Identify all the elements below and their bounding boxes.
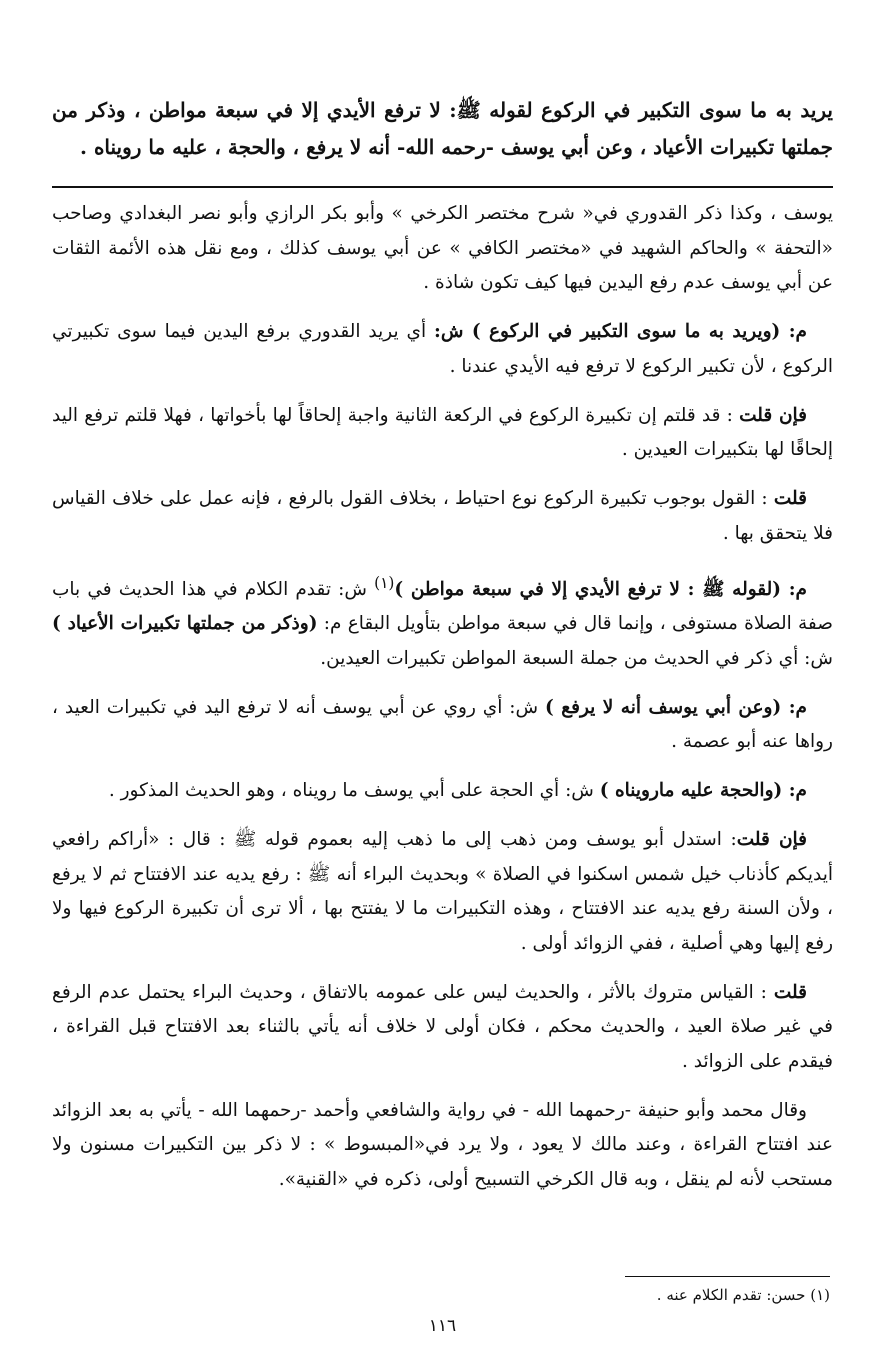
paragraph (52, 691, 833, 760)
question-marker: فإن قلت (739, 404, 808, 426)
paragraph (52, 399, 833, 468)
footnote-reference: (١) (374, 573, 395, 592)
paragraph-text: : القياس متروك بالأثر ، والحديث ليس على عمومه بالاتفاق ، وحديث البراء يحتمل عدم الرفع في غير صلاة العيد ، والحديث محكم ، فكان أولى لا خلاف أنه يأتي بالثناء بعد الافتتاح قبل القراءة ، فيقدم على الزوائد . (52, 981, 833, 1072)
paragraph-text: ش: أي روي عن أبي يوسف أنه لا ترفع اليد في تكبيرات العيد ، رواها عنه أبو عصمة . (52, 696, 833, 753)
paragraph-text: : استدل أبو يوسف ومن ذهب إلى ما ذهب إليه بعموم قوله ﷺ : قال : «أراكم رافعي أيديكم كأذناب خيل شمس اسكنوا في الصلاة » وبحديث البراء أنه ﷺ : رفع يديه عند الافتتاح ثم لا يرفع ، ولأن السنة رفع يديه عند الافتتاح ، وهذه التكبيرات ما لا يفتتح بها ، ألا ترى أن تكبيرة الركوع فيها ولا رفع إليها وهي أصلية ، ففي الزوائد أولى . (52, 829, 833, 954)
paragraph (52, 976, 833, 1080)
matn-divider (52, 186, 833, 188)
paragraph-text: : قد قلتم إن تكبيرة الركوع في الركعة الثانية واجبة إلحاقاً لها بأخواتها ، فهلا قلتم ترفع اليد إلحاقًا لها بتكبيرات العيدين . (52, 404, 833, 460)
matn-quote: (وذكر من جملتها تكبيرات الأعياد ) (52, 613, 318, 635)
paragraph-text: يوسف ، وكذا ذكر القدوري في« شرح مختصر الكرخي » وأبو بكر الرازي وأبو نصر البغدادي وصاحب «التحفة » والحاكم الشهيد في «مختصر الكافي » عن أبي يوسف كذلك ، ومع نقل هذه الأئمة الثقات عن أبي يوسف عدم رفع اليدين فيها كيف تكون شاذة . (52, 203, 833, 293)
commentary-text (52, 197, 833, 1212)
paragraph (52, 482, 833, 551)
footnote-divider (625, 1276, 830, 1277)
matn-quote: م: (وعن أبي يوسف أنه لا يرفع ) (545, 696, 807, 718)
paragraph-text: ش: أي ذكر في الحديث من جملة السبعة المواطن تكبيرات العيدين. (320, 647, 833, 669)
answer-marker: قلت (773, 488, 807, 509)
paragraph-text: أي يريد القدوري برفع اليدين فيما سوى تكبيرتي الركوع ، لأن تكبير الركوع لا ترفع فيه الأيدي عندنا . (52, 321, 833, 377)
paragraph-text: ش: أي الحجة على أبي يوسف ما رويناه ، وهو الحديث المذكور . (108, 780, 600, 802)
matn-quote: م: (لقوله ﷺ : لا ترفع الأيدي إلا في سبعة مواطن ) (394, 578, 807, 600)
paragraph-text: : القول بوجوب تكبيرة الركوع نوع احتياط ، بخلاف القول بالرفع ، فإنه عمل على خلاف القياس فلا يتحقق بها . (52, 488, 833, 544)
question-marker: فإن قلت (736, 829, 808, 851)
footnote: (١) حسن: تقدم الكلام عنه . (656, 1286, 830, 1304)
answer-marker: قلت (773, 981, 807, 1003)
paragraph-text: ش: تقدم الكلام في هذا الحديث في باب صفة الصلاة مستوفى ، وإنما قال في سبعة مواطن بتأويل البقاع م: (52, 578, 833, 635)
paragraph (52, 823, 833, 961)
matn-quote: م: (ويريد به ما سوى التكبير في الركوع ) ش: (433, 321, 807, 342)
matn-line-2: جملتها تكبيرات الأعياد ، وعن أبي يوسف -رحمه الله- أنه لا يرفع ، والحجة ، عليه ما رويناه . (80, 135, 833, 159)
matn-text (52, 92, 833, 166)
paragraph-text: وقال محمد وأبو حنيفة -رحمهما الله - في رواية والشافعي وأحمد -رحمهما الله - يأتي به بعد الزوائد عند افتتاح القراءة ، وعند مالك لا يعود ، ولا يرد في«المبسوط » : لا ذكر بين التكبيرات مسنون ولا مستحب لأنه لم ينقل ، وبه قال الكرخي التسبيح أولى، ذكره في «القنية». (52, 1099, 833, 1190)
paragraph (52, 566, 833, 677)
matn-line-1: يريد به ما سوى التكبير في الركوع لقوله ﷺ: لا ترفع الأيدي إلا في سبعة مواطن ، وذكر من (52, 98, 833, 122)
matn-quote: م: (والحجة عليه مارويناه ) (599, 780, 807, 802)
paragraph (52, 315, 833, 384)
paragraph (52, 1094, 833, 1198)
page-number: ١١٦ (428, 1316, 457, 1336)
paragraph (52, 197, 833, 301)
paragraph (52, 774, 833, 809)
